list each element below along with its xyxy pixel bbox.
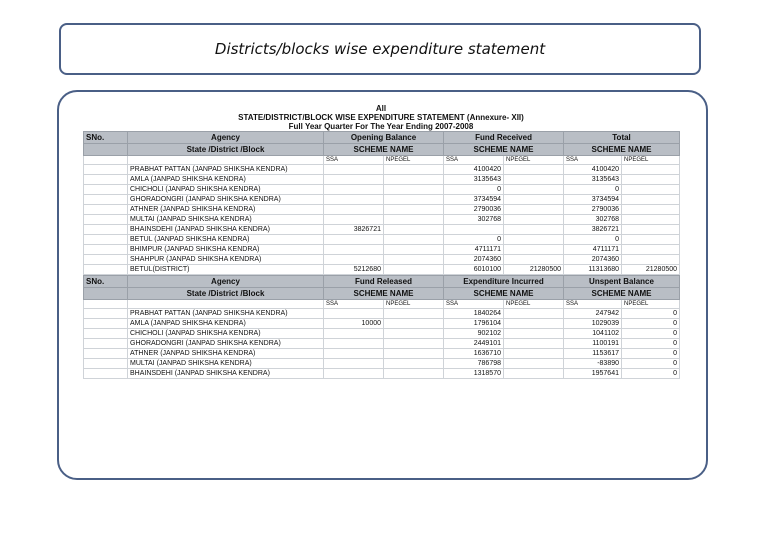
agency-cell: BHAINSDEHI (JANPAD SHIKSHA KENDRA) <box>128 225 324 235</box>
value-cell <box>384 339 444 349</box>
scheme-name-label: SCHEME NAME <box>444 288 564 300</box>
table-row <box>84 195 680 205</box>
agency-cell: CHICHOLI (JANPAD SHIKSHA KENDRA) <box>128 329 324 339</box>
value-cell: 0 <box>622 329 680 339</box>
value-cell <box>324 175 384 185</box>
value-cell: 4711171 <box>564 245 622 255</box>
table-row <box>84 265 680 275</box>
value-cell: 1318570 <box>444 369 504 379</box>
agency-cell: AMLA (JANPAD SHIKSHA KENDRA) <box>128 175 324 185</box>
value-cell: 2074360 <box>564 255 622 265</box>
value-cell: 0 <box>622 349 680 359</box>
header-line-2: STATE/DISTRICT/BLOCK WISE EXPENDITURE STATEMENT (Annexure- XII) <box>238 113 524 122</box>
value-cell: 786798 <box>444 359 504 369</box>
col-agency-sub: State /District /Block <box>128 144 324 156</box>
agency-cell: GHORADONGRI (JANPAD SHIKSHA KENDRA) <box>128 339 324 349</box>
value-cell: 1840264 <box>444 309 504 319</box>
value-cell: 1029039 <box>564 319 622 329</box>
value-cell: -83890 <box>564 359 622 369</box>
table-row <box>84 215 680 225</box>
ssa-label: SSA <box>324 300 384 309</box>
value-cell: 4100420 <box>564 165 622 175</box>
value-cell: 0 <box>444 235 504 245</box>
value-cell: 1796104 <box>444 319 504 329</box>
slide-title-box <box>59 23 701 75</box>
value-cell: 3734594 <box>564 195 622 205</box>
scheme-name-label: SCHEME NAME <box>564 288 680 300</box>
ssa-label: SSA <box>444 156 504 165</box>
value-cell <box>324 339 384 349</box>
value-cell <box>384 165 444 175</box>
value-cell <box>324 165 384 175</box>
value-cell <box>444 225 504 235</box>
value-cell: 6010100 <box>444 265 504 275</box>
table-row <box>84 245 680 255</box>
npegel-label: NPEGEL <box>504 300 564 309</box>
table-row <box>84 339 680 349</box>
col-fund-received: Fund Received <box>444 132 564 144</box>
npegel-label: NPEGEL <box>384 156 444 165</box>
value-cell <box>324 205 384 215</box>
agency-cell: MULTAI (JANPAD SHIKSHA KENDRA) <box>128 215 324 225</box>
scheme-name-label: SCHEME NAME <box>324 144 444 156</box>
value-cell: 21280500 <box>504 265 564 275</box>
spreadsheet <box>83 104 679 379</box>
value-cell: 3734594 <box>444 195 504 205</box>
value-cell: 1100191 <box>564 339 622 349</box>
value-cell <box>622 205 680 215</box>
table-row <box>84 235 680 245</box>
value-cell <box>622 255 680 265</box>
ssa-label: SSA <box>324 156 384 165</box>
expenditure-table-2 <box>83 275 680 379</box>
table-row <box>84 369 680 379</box>
value-cell <box>324 309 384 319</box>
col-total: Total <box>564 132 680 144</box>
agency-cell: BETUL(DISTRICT) <box>128 265 324 275</box>
value-cell <box>622 235 680 245</box>
value-cell: 4100420 <box>444 165 504 175</box>
npegel-label: NPEGEL <box>504 156 564 165</box>
ssa-label: SSA <box>444 300 504 309</box>
agency-cell: PRABHAT PATTAN (JANPAD SHIKSHA KENDRA) <box>128 309 324 319</box>
value-cell <box>384 185 444 195</box>
spreadsheet-frame <box>57 90 708 480</box>
value-cell <box>324 235 384 245</box>
value-cell <box>504 349 564 359</box>
agency-cell: GHORADONGRI (JANPAD SHIKSHA KENDRA) <box>128 195 324 205</box>
value-cell <box>324 369 384 379</box>
value-cell <box>504 255 564 265</box>
table-row <box>84 359 680 369</box>
value-cell: 1957641 <box>564 369 622 379</box>
value-cell <box>384 175 444 185</box>
value-cell <box>504 245 564 255</box>
value-cell <box>384 255 444 265</box>
value-cell: 1636710 <box>444 349 504 359</box>
value-cell <box>384 235 444 245</box>
col-unspent-balance: Unspent Balance <box>564 276 680 288</box>
value-cell <box>504 195 564 205</box>
value-cell: 3826721 <box>564 225 622 235</box>
value-cell: 0 <box>564 185 622 195</box>
value-cell <box>504 225 564 235</box>
value-cell <box>324 329 384 339</box>
expenditure-table-1 <box>83 131 680 275</box>
value-cell <box>504 175 564 185</box>
value-cell <box>324 245 384 255</box>
agency-cell: BHIMPUR (JANPAD SHIKSHA KENDRA) <box>128 245 324 255</box>
col-sno: SNo. <box>84 276 128 288</box>
npegel-label: NPEGEL <box>622 300 680 309</box>
value-cell <box>622 215 680 225</box>
agency-cell: BHAINSDEHI (JANPAD SHIKSHA KENDRA) <box>128 369 324 379</box>
value-cell <box>384 369 444 379</box>
table-row <box>84 319 680 329</box>
value-cell <box>504 165 564 175</box>
value-cell: 5212680 <box>324 265 384 275</box>
value-cell <box>384 265 444 275</box>
value-cell: 1153617 <box>564 349 622 359</box>
value-cell: 4711171 <box>444 245 504 255</box>
value-cell <box>384 195 444 205</box>
table-row <box>84 349 680 359</box>
value-cell <box>504 309 564 319</box>
value-cell <box>324 349 384 359</box>
value-cell <box>622 195 680 205</box>
value-cell <box>622 245 680 255</box>
table-row <box>84 185 680 195</box>
scheme-name-label: SCHEME NAME <box>444 144 564 156</box>
slide-title: Districts/blocks wise expenditure statement <box>214 40 546 58</box>
value-cell <box>504 339 564 349</box>
npegel-label: NPEGEL <box>622 156 680 165</box>
value-cell: 302768 <box>564 215 622 225</box>
value-cell <box>324 185 384 195</box>
value-cell <box>324 255 384 265</box>
value-cell <box>504 185 564 195</box>
header-line-1: All <box>375 104 387 113</box>
value-cell: 0 <box>564 235 622 245</box>
table-row <box>84 205 680 215</box>
value-cell <box>504 235 564 245</box>
table-row <box>84 255 680 265</box>
agency-cell: ATHNER (JANPAD SHIKSHA KENDRA) <box>128 349 324 359</box>
value-cell: 11313680 <box>564 265 622 275</box>
header-line-3: Full Year Quarter For The Year Ending 2007-2008 <box>288 122 474 131</box>
value-cell <box>384 349 444 359</box>
value-cell: 0 <box>444 185 504 195</box>
value-cell: 3826721 <box>324 225 384 235</box>
agency-cell: MULTAI (JANPAD SHIKSHA KENDRA) <box>128 359 324 369</box>
agency-cell: ATHNER (JANPAD SHIKSHA KENDRA) <box>128 205 324 215</box>
value-cell <box>324 195 384 205</box>
col-sno: SNo. <box>84 132 128 144</box>
value-cell: 3135643 <box>444 175 504 185</box>
col-fund-released: Fund Released <box>324 276 444 288</box>
value-cell <box>384 215 444 225</box>
value-cell <box>622 185 680 195</box>
agency-cell: CHICHOLI (JANPAD SHIKSHA KENDRA) <box>128 185 324 195</box>
value-cell <box>384 225 444 235</box>
agency-cell: PRABHAT PATTAN (JANPAD SHIKSHA KENDRA) <box>128 165 324 175</box>
col-agency-sub: State /District /Block <box>128 288 324 300</box>
value-cell: 2790036 <box>444 205 504 215</box>
value-cell: 2790036 <box>564 205 622 215</box>
value-cell: 10000 <box>324 319 384 329</box>
value-cell <box>324 215 384 225</box>
table-row <box>84 329 680 339</box>
value-cell: 247942 <box>564 309 622 319</box>
value-cell <box>504 369 564 379</box>
value-cell <box>622 175 680 185</box>
agency-cell: AMLA (JANPAD SHIKSHA KENDRA) <box>128 319 324 329</box>
value-cell <box>622 165 680 175</box>
value-cell: 0 <box>622 309 680 319</box>
scheme-name-label: SCHEME NAME <box>324 288 444 300</box>
value-cell <box>622 225 680 235</box>
value-cell <box>384 309 444 319</box>
value-cell: 3135643 <box>564 175 622 185</box>
value-cell: 302768 <box>444 215 504 225</box>
value-cell: 2449101 <box>444 339 504 349</box>
value-cell <box>384 245 444 255</box>
value-cell <box>384 205 444 215</box>
col-agency: Agency <box>128 276 324 288</box>
value-cell <box>384 359 444 369</box>
value-cell <box>324 359 384 369</box>
value-cell: 0 <box>622 319 680 329</box>
value-cell <box>504 205 564 215</box>
col-opening-balance: Opening Balance <box>324 132 444 144</box>
table-row <box>84 175 680 185</box>
ssa-label: SSA <box>564 300 622 309</box>
table-row <box>84 309 680 319</box>
value-cell: 21280500 <box>622 265 680 275</box>
value-cell: 0 <box>622 339 680 349</box>
col-agency: Agency <box>128 132 324 144</box>
value-cell <box>384 329 444 339</box>
value-cell <box>504 359 564 369</box>
ssa-label: SSA <box>564 156 622 165</box>
value-cell: 0 <box>622 369 680 379</box>
agency-cell: BETUL (JANPAD SHIKSHA KENDRA) <box>128 235 324 245</box>
npegel-label: NPEGEL <box>384 300 444 309</box>
value-cell <box>504 329 564 339</box>
col-expenditure-incurred: Expenditure Incurred <box>444 276 564 288</box>
value-cell <box>504 215 564 225</box>
value-cell: 902102 <box>444 329 504 339</box>
value-cell: 2074360 <box>444 255 504 265</box>
value-cell: 1041102 <box>564 329 622 339</box>
agency-cell: SHAHPUR (JANPAD SHIKSHA KENDRA) <box>128 255 324 265</box>
sheet-header <box>83 104 679 131</box>
value-cell <box>504 319 564 329</box>
value-cell: 0 <box>622 359 680 369</box>
scheme-name-label: SCHEME NAME <box>564 144 680 156</box>
value-cell <box>384 319 444 329</box>
table-row <box>84 165 680 175</box>
table-row <box>84 225 680 235</box>
